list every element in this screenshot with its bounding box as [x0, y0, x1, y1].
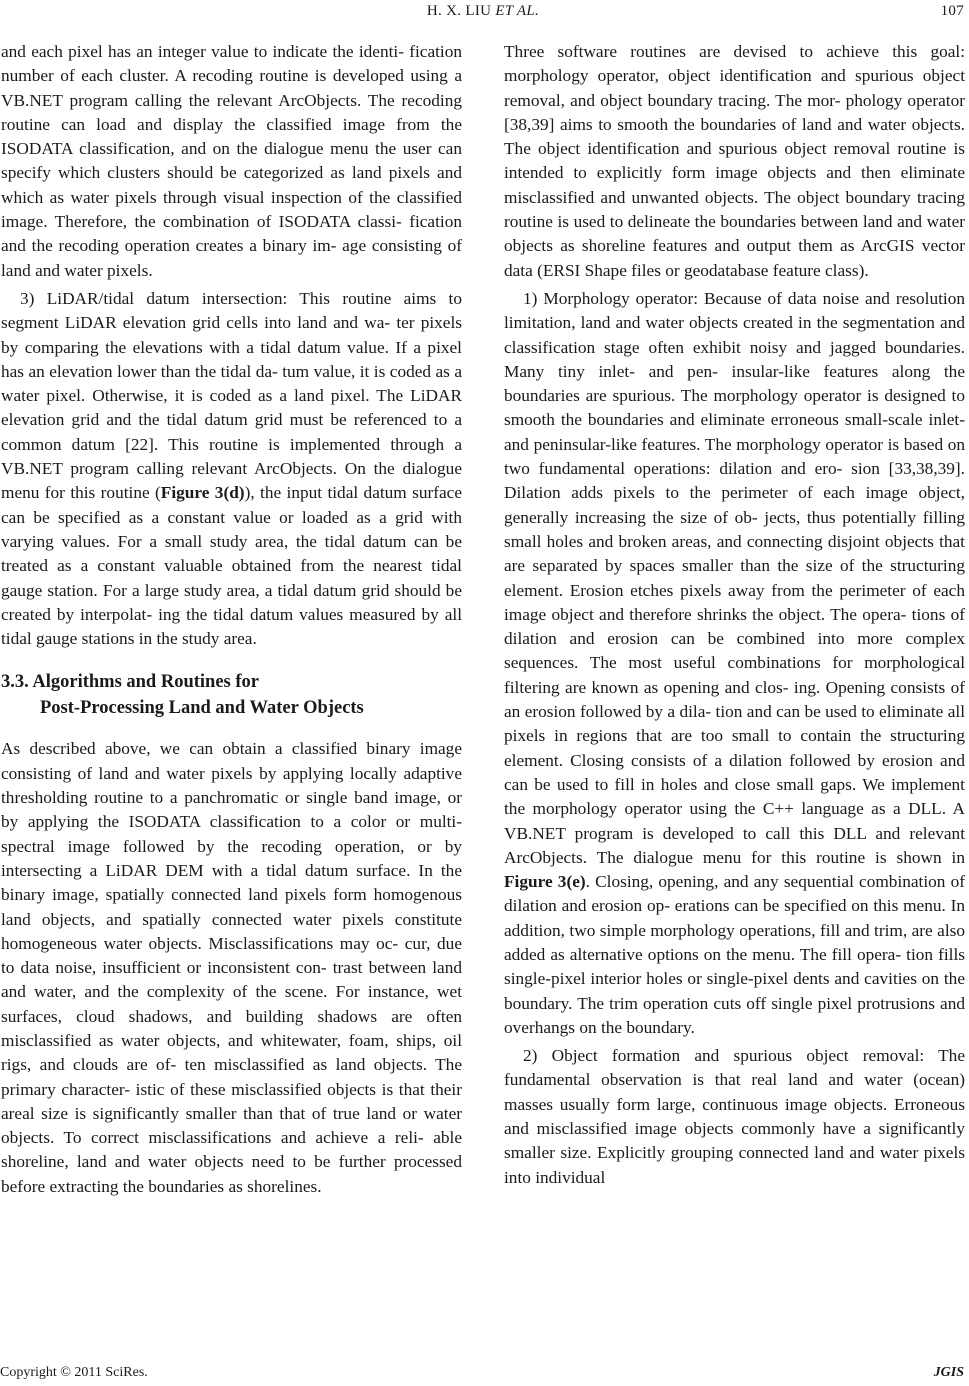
paragraph-object-formation: 2) Object formation and spurious object removal: The fundamental observation is that real land and water (ocean) masses usually form large, continuous image objects. Erroneous and misclassified image objects commonly have a significantly smaller size. Explicitly grouping connected land and water pixels into individual — [504, 1046, 965, 1187]
paragraph-lidar-tidal-intersection — [1, 287, 462, 651]
paragraph-text: 3) LiDAR/tidal datum intersection: This routine aims to segment LiDAR elevation grid cells into land and wa- ter pixels by comparing the elevations with a tidal datum value. If a pixel has an elevation lower than the tidal da- tum value, it is coded as a water pixel. Otherwise, it is coded as a land pixel. The LiDAR elevation grid and the tidal datum grid must be referenced to a common datum [22]. This routine is implemented through a VB.NET program calling relevant ArcObjects. On the dialogue menu for this routine ( — [1, 288, 462, 503]
figure-reference[interactable]: Figure 3(e) — [504, 872, 586, 892]
paragraph-text: . Closing, opening, and any sequential combination of dilation and erosion op- erations can be specified on this menu. In addition, two simple morphology operations, fill and trim, are also added as alternative options on the menu. The fill opera- tion fills single-pixel interior holes or single-pixel dents and cavities on the boundary. The trim operation cuts off single pixel protrusions and overhangs on the boundary. — [504, 872, 966, 1037]
page-number: 107 — [940, 3, 964, 19]
figure-reference[interactable]: Figure 3(d) — [160, 483, 245, 503]
paragraph-text: 1) Morphology operator: Because of data noise and resolution limitation, land and water objects created in the segmentation and classification stage often exhibit noisy and jagged boundaries. Many tiny inlet- and pen- insular-like features along the boundaries are spurious. The morphology operator is designed to smooth the boundaries and eliminate erroneous small-scale inlet- and peninsular-like features. The morphology operator is based on two fundamental operations: dilation and ero- sion [33,38,39]. Dilation adds pixels to the perimeter of each image object, generally increasing the size of ob- jects, thus potentially filling small holes and broken areas, and connecting disjoint objects that are separated by spaces smaller than the size of the structuring element. Erosion etches pixels away from the perimeter of each image object and therefore shrinks the object. The opera- tions of dilation and erosion can be combined into more complex sequences. The most useful combinations for morphological filtering are known as opening and clos- ing. Opening consists of an erosion followed by a dila- tion and can be used to eliminate all pixels in regions that are too small to contain the structuring element. Closing consists of a dilation followed by erosion and can be used to fill in holes and close small gaps. We implement the morphology operator using the C++ language as a DLL. A VB.NET program is developed to call this DLL and relevant ArcObjects. The dialogue menu for this routine is shown in — [504, 288, 965, 867]
paragraph-morphology-operator — [504, 287, 965, 1040]
journal-name: JGIS — [933, 1365, 964, 1380]
paragraph: Three software routines are devised to achieve this goal: morphology operator, object identification and spurious object removal, and object boundary tracing. The mor- phology operator [38,39] aims to smooth the boundaries of land and water objects. The object identification and spurious object removal routine is intended to explicitly form image objects and then eliminate misclassified and unwanted objects. The object boundary tracing routine is used to delineate the boundaries between land and water objects as shoreline features and output them as ArcGIS vector data (ERSI Shape files or geodatabase feature class). — [504, 42, 965, 280]
left-column — [1, 40, 462, 1199]
running-head-authors — [0, 3, 966, 20]
section-heading-line: 3.3. Algorithms and Routines for — [1, 672, 259, 693]
section-heading — [1, 669, 462, 721]
et-al: ET AL. — [495, 3, 540, 19]
paragraph: and each pixel has an integer value to indicate the identi- fication number of each cluster. A recoding routine is developed using a VB.NET program calling the relevant ArcObjects. The recoding routine can load and display the classified image from the ISODATA classification, and on the dialogue menu the user can specify which clusters should be categorized as land pixels and which as water pixels through visual inspection of the classified image. Therefore, the combination of ISODATA classi- fication and the recoding operation creates a binary im- age consisting of land and water pixels. — [1, 42, 462, 280]
page-footer — [0, 1365, 966, 1385]
paragraph: As described above, we can obtain a classified binary image consisting of land and water pixels by applying locally adaptive thresholding routine to a panchromatic or single band image, or by applying the ISODATA classification to a color or multi-spectral image followed by the recoding operation, or by intersecting a LiDAR DEM with a tidal datum surface. In the binary image, spatially connected land pixels form homogenous land objects, and spatially connected water pixels constitute homogeneous water objects. Misclassifications may oc- cur, due to data noise, insufficient or inconsistent con- trast between land and water, and the complexity of the scene. For instance, wet surfaces, cloud shadows, and building shadows are often misclassified as water objects, and whitewater, foam, ships, oil rigs, and clouds are of- ten misclassified as land objects. The primary character- istic of these misclassified objects is that their areal size is significantly smaller than that of true land or water objects. To correct misclassifications and achieve a reli- able shoreline, land and water objects need to be further processed before extracting the boundaries as shorelines. — [1, 739, 462, 1196]
author-name: H. X. LIU — [426, 3, 492, 19]
section-heading-line: Post-Processing Land and Water Objects — [40, 698, 364, 719]
running-header — [0, 3, 966, 25]
paragraph-text: ), the input tidal datum surface can be specified as a constant value or loaded as a grid with varying values. For a small study area, the tidal datum can be treated as a constant valuable obtained from the nearest tidal gauge station. For a large study area, a tidal datum grid should be created by interpolat- ing the tidal datum values measured by all tidal gauge stations in the study area. — [1, 483, 463, 649]
right-column — [504, 40, 965, 1190]
copyright-notice: Copyright © 2011 SciRes. — [0, 1365, 148, 1380]
